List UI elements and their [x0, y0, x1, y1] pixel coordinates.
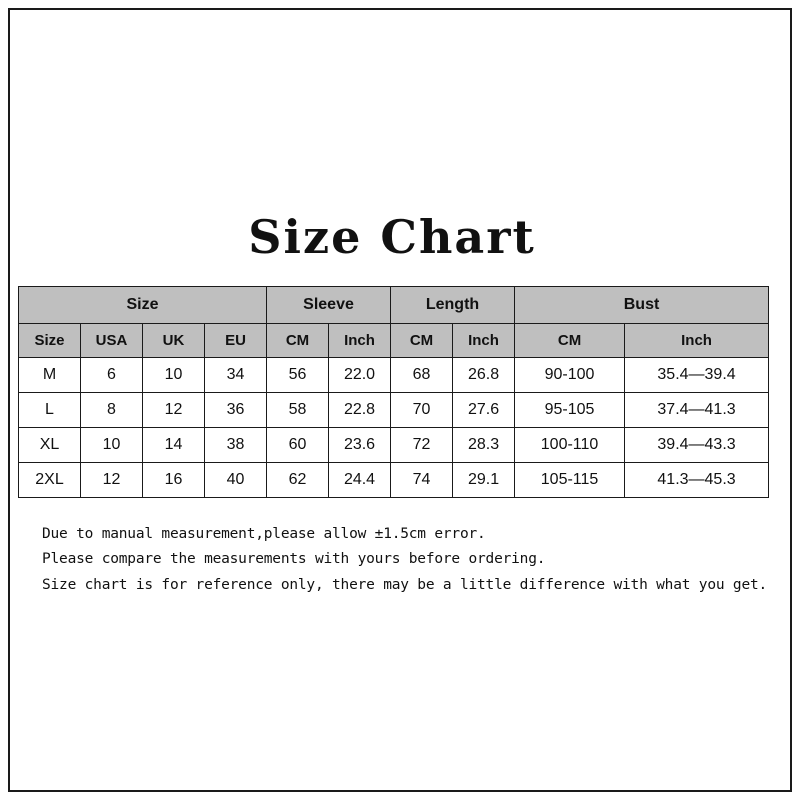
column-header-eu: EU	[205, 324, 267, 358]
cell-length-cm: 70	[391, 393, 453, 428]
cell-length-inch: 29.1	[453, 463, 515, 498]
group-header-sleeve: Sleeve	[267, 287, 391, 324]
column-header-sleeve-cm: CM	[267, 324, 329, 358]
cell-eu: 40	[205, 463, 267, 498]
cell-sleeve-inch: 22.8	[329, 393, 391, 428]
column-header-length-inch: Inch	[453, 324, 515, 358]
cell-bust-inch: 37.4—41.3	[625, 393, 769, 428]
cell-sleeve-inch: 22.0	[329, 358, 391, 393]
cell-usa: 6	[81, 358, 143, 393]
notes-block	[18, 522, 766, 598]
cell-length-inch: 27.6	[453, 393, 515, 428]
cell-size: 2XL	[19, 463, 81, 498]
table-row	[19, 463, 769, 498]
cell-usa: 12	[81, 463, 143, 498]
cell-sleeve-cm: 58	[267, 393, 329, 428]
cell-length-inch: 28.3	[453, 428, 515, 463]
cell-size: XL	[19, 428, 81, 463]
column-header-uk: UK	[143, 324, 205, 358]
cell-sleeve-cm: 56	[267, 358, 329, 393]
cell-eu: 34	[205, 358, 267, 393]
table-row	[19, 393, 769, 428]
cell-bust-cm: 105-115	[515, 463, 625, 498]
cell-uk: 14	[143, 428, 205, 463]
cell-bust-cm: 100-110	[515, 428, 625, 463]
size-chart-table	[18, 286, 769, 498]
cell-bust-inch: 41.3—45.3	[625, 463, 769, 498]
cell-sleeve-cm: 62	[267, 463, 329, 498]
page-title: Size Chart	[248, 210, 536, 264]
column-header-size: Size	[19, 324, 81, 358]
cell-length-cm: 74	[391, 463, 453, 498]
cell-sleeve-cm: 60	[267, 428, 329, 463]
chart-content	[18, 210, 766, 598]
cell-uk: 16	[143, 463, 205, 498]
cell-usa: 10	[81, 428, 143, 463]
cell-size: L	[19, 393, 81, 428]
group-header-bust: Bust	[515, 287, 769, 324]
cell-sleeve-inch: 24.4	[329, 463, 391, 498]
cell-bust-inch: 35.4—39.4	[625, 358, 769, 393]
cell-eu: 36	[205, 393, 267, 428]
cell-length-inch: 26.8	[453, 358, 515, 393]
table-row	[19, 428, 769, 463]
group-header-length: Length	[391, 287, 515, 324]
column-header-bust-cm: CM	[515, 324, 625, 358]
cell-size: M	[19, 358, 81, 393]
note-line-2: Please compare the measurements with yours before ordering.	[42, 551, 546, 568]
cell-eu: 38	[205, 428, 267, 463]
table-row	[19, 358, 769, 393]
column-header-length-cm: CM	[391, 324, 453, 358]
note-line-3: Size chart is for reference only, there may be a little difference with what you get.	[42, 576, 768, 593]
cell-length-cm: 72	[391, 428, 453, 463]
column-header-sleeve-inch: Inch	[329, 324, 391, 358]
column-header-usa: USA	[81, 324, 143, 358]
cell-usa: 8	[81, 393, 143, 428]
note-line-1: Due to manual measurement,please allow ±1.5cm error.	[42, 526, 486, 542]
cell-bust-inch: 39.4—43.3	[625, 428, 769, 463]
table-column-header-row	[19, 324, 769, 358]
cell-bust-cm: 90-100	[515, 358, 625, 393]
cell-uk: 12	[143, 393, 205, 428]
column-header-bust-inch: Inch	[625, 324, 769, 358]
cell-length-cm: 68	[391, 358, 453, 393]
cell-sleeve-inch: 23.6	[329, 428, 391, 463]
cell-uk: 10	[143, 358, 205, 393]
table-group-header-row	[19, 287, 769, 324]
cell-bust-cm: 95-105	[515, 393, 625, 428]
group-header-size: Size	[19, 287, 267, 324]
